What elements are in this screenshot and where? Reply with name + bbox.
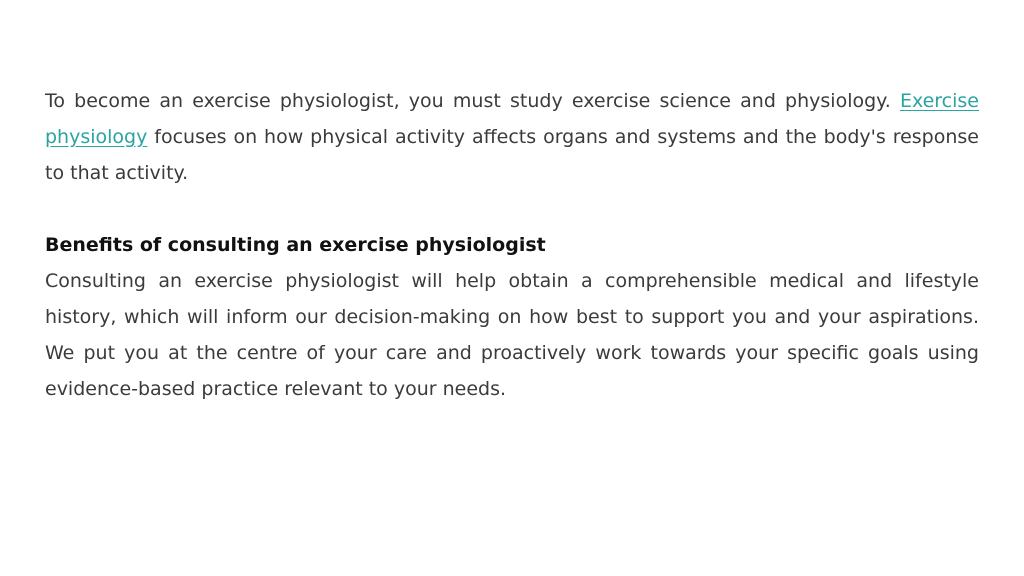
benefits-heading: Benefits of consulting an exercise physiologist [45,234,546,256]
intro-text-before-link: To become an exercise physiologist, you must study exercise science and physiology. [45,90,900,112]
intro-text-after-link: focuses on how physical activity affects organs and systems and the body's response to that activity. [45,126,979,184]
benefits-paragraph: Consulting an exercise physiologist will help obtain a comprehensible medical and lifestyle history, which will inform our decision-making on how best to support you and your aspirations. We put you at the centre of your care and proactively work towards your specific goals using evidence-based practice relevant to your needs. [45,270,979,400]
article-content [45,83,979,407]
exercise-physiology-link[interactable]: Exercise physiology [45,90,979,148]
paragraph-spacer [45,191,979,227]
intro-paragraph [45,83,979,191]
